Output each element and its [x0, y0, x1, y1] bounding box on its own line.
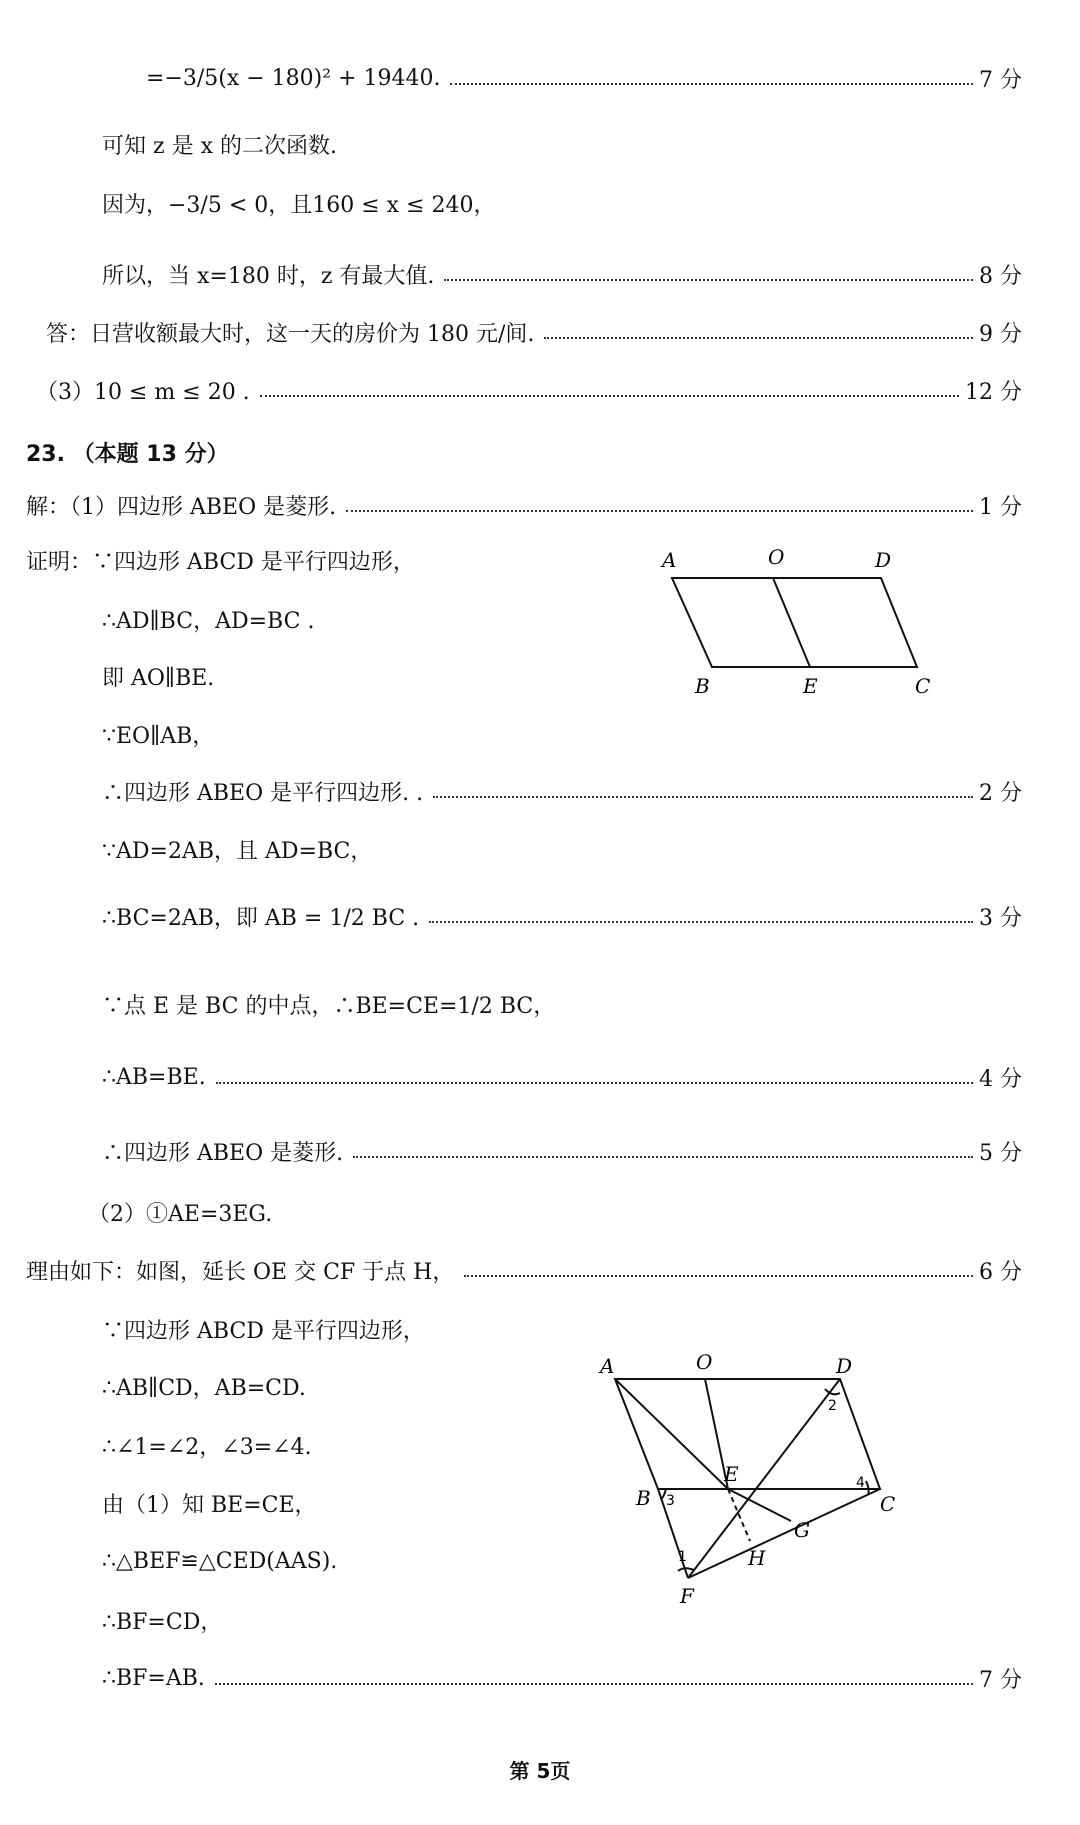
line-text: ∴BF=AB. [102, 1665, 205, 1691]
answer-line-6 [0, 368, 1080, 412]
dot-leader [216, 1082, 973, 1084]
label-o: O [696, 1350, 713, 1374]
line-text: ∴AD∥BC，AD=BC . [102, 608, 315, 634]
label-b: B [636, 1486, 651, 1510]
answer-line-19 [0, 1190, 1080, 1234]
label-b: B [695, 674, 710, 698]
score-label: 1 分 [979, 494, 1022, 520]
answer-line-1 [0, 56, 1080, 100]
line-text: ∴△BEF≌△CED(AAS). [102, 1548, 338, 1574]
label-c: C [915, 674, 931, 698]
parallelogram-figure-2 [570, 1345, 940, 1635]
question-heading [0, 430, 1080, 474]
segment-oe [773, 578, 810, 667]
answer-line-15 [0, 894, 1080, 938]
label-f: F [680, 1584, 694, 1608]
line-text: ∴四边形 ABEO 是平行四边形. . [102, 780, 424, 806]
line-text: 即 AO∥BE. [102, 665, 215, 691]
line-text: ∵点 E 是 BC 的中点，∴BE=CE=1/2 BC， [102, 993, 556, 1019]
answer-line-14 [0, 827, 1080, 871]
answer-line-16 [0, 982, 1080, 1026]
score-label: 2 分 [979, 780, 1022, 806]
page-number: 第 5页 [509, 1759, 571, 1783]
dot-leader [450, 83, 973, 85]
dot-leader [215, 1683, 973, 1685]
line-text: ∴四边形 ABEO 是菱形. [102, 1140, 344, 1166]
segment-ae [615, 1379, 728, 1489]
angle-label-2: 2 [828, 1398, 837, 1414]
label-d: D [836, 1354, 853, 1378]
line-text: 解：（1）四边形 ABEO 是菱形. [26, 494, 337, 520]
line-text: 由（1）知 BE=CE， [102, 1492, 317, 1518]
parallelogram-figure-1 [640, 545, 940, 710]
answer-line-8 [0, 483, 1080, 527]
label-e: E [803, 674, 818, 698]
line-text: ∴BF=CD， [102, 1609, 223, 1635]
parallelogram-abcd [615, 1379, 880, 1489]
label-a: A [662, 548, 677, 572]
score-label: 4 分 [979, 1066, 1022, 1092]
score-label: 9 分 [979, 321, 1022, 347]
angle-label-1: 1 [678, 1549, 687, 1565]
dot-leader [353, 1156, 973, 1158]
segment-eg [728, 1489, 791, 1521]
line-text: （2）①AE=3EG. [88, 1201, 273, 1227]
score-label: 7 分 [979, 1667, 1022, 1693]
answer-line-18 [0, 1129, 1080, 1173]
line-text: 因为，−3/5 < 0，且160 ≤ x ≤ 240， [102, 192, 496, 218]
line-text: 答：日营收额最大时，这一天的房价为 180 元/间. [46, 321, 535, 347]
line-text: ∵EO∥AB， [102, 723, 215, 749]
line-text: ∵AD=2AB，且 AD=BC， [102, 838, 373, 864]
angle-label-4: 4 [856, 1475, 865, 1491]
label-g: G [794, 1518, 810, 1542]
dot-leader [464, 1275, 973, 1277]
line-text: 23. （本题 13 分） [26, 441, 229, 467]
parallelogram-abcd [672, 578, 917, 667]
label-c: C [880, 1492, 896, 1516]
line-text: ∴AB=BE. [102, 1064, 206, 1090]
segment-fc [688, 1489, 880, 1578]
score-label: 8 分 [979, 263, 1022, 289]
score-label: 7 分 [979, 67, 1022, 93]
label-h: H [748, 1546, 766, 1570]
dot-leader [346, 510, 973, 512]
line-text: ∵四边形 ABCD 是平行四边形， [102, 1318, 425, 1344]
line-text: 所以，当 x=180 时，z 有最大值. [102, 263, 435, 289]
label-e: E [724, 1462, 739, 1486]
score-label: 12 分 [965, 379, 1022, 405]
answer-line-20 [0, 1248, 1080, 1292]
dot-leader [544, 337, 973, 339]
answer-line-2 [0, 122, 1080, 166]
answer-line-12 [0, 712, 1080, 756]
score-label: 3 分 [979, 905, 1022, 931]
answer-line-4 [0, 252, 1080, 296]
dot-leader [429, 921, 973, 923]
score-label: 6 分 [979, 1259, 1022, 1285]
segment-eh-dashed [728, 1489, 750, 1541]
answer-line-27 [0, 1656, 1080, 1700]
answer-line-17 [0, 1055, 1080, 1099]
line-text: 理由如下：如图，延长 OE 交 CF 于点 H， [26, 1259, 455, 1285]
answer-line-5 [0, 310, 1080, 354]
line-text: 可知 z 是 x 的二次函数. [102, 133, 337, 159]
line-text: ∴AB∥CD，AB=CD. [102, 1375, 306, 1401]
answer-line-13 [0, 769, 1080, 813]
line-text: （3）10 ≤ m ≤ 20 . [36, 379, 250, 405]
dot-leader [444, 279, 973, 281]
dot-leader [433, 796, 973, 798]
score-label: 5 分 [979, 1140, 1022, 1166]
line-text: ∴BC=2AB，即 AB = 1/2 BC . [102, 905, 420, 931]
angle-label-3: 3 [666, 1493, 675, 1509]
line-text: =−3/5(x − 180)² + 19440. [146, 65, 441, 91]
answer-line-3 [0, 181, 1080, 225]
line-text: ∴∠1=∠2，∠3=∠4. [102, 1434, 312, 1460]
dot-leader [260, 395, 959, 397]
line-text: 证明：∵四边形 ABCD 是平行四边形， [26, 549, 415, 575]
label-d: D [875, 548, 892, 572]
label-a: A [600, 1354, 615, 1378]
label-o: O [768, 545, 785, 569]
